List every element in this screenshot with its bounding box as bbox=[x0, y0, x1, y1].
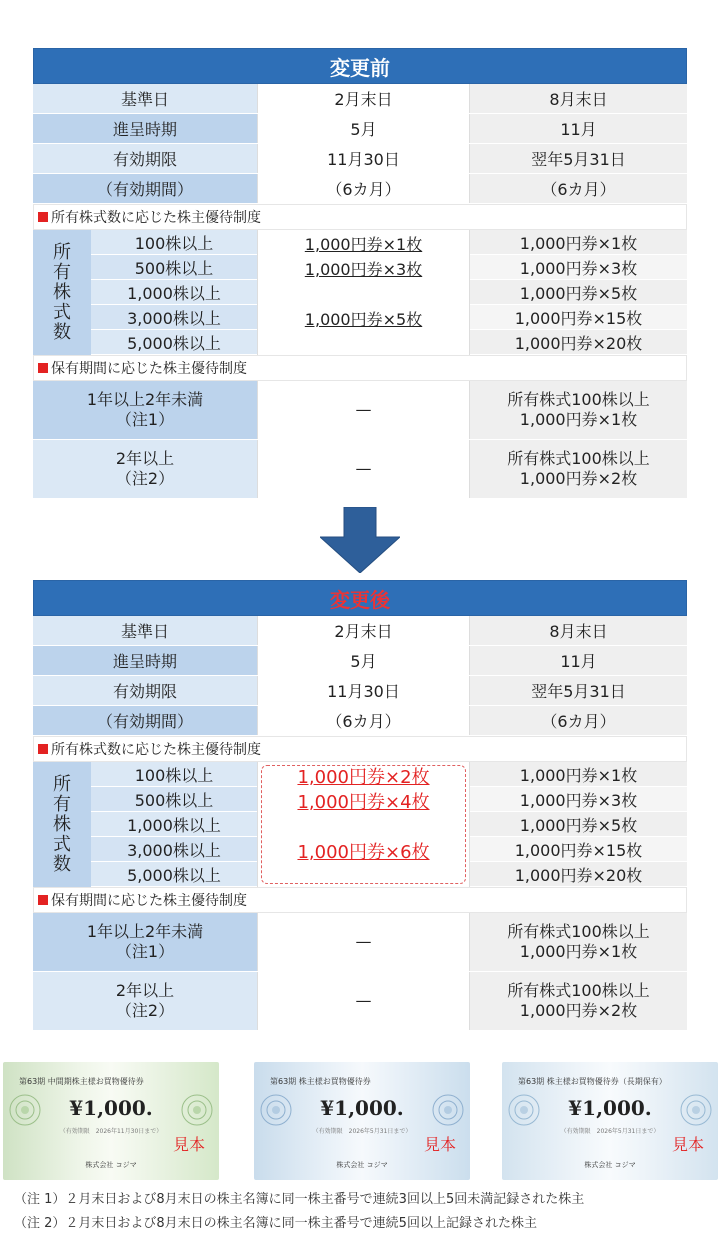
table-row bbox=[33, 84, 687, 114]
red-square-icon bbox=[38, 212, 48, 222]
vlabel-char: 式 bbox=[53, 301, 71, 323]
voucher-amount: ¥1,000. bbox=[69, 1096, 153, 1120]
feb-value: （6カ月） bbox=[257, 706, 470, 735]
vlabel-char: 株 bbox=[53, 813, 71, 835]
share-level: 3,000株以上 bbox=[91, 837, 257, 862]
feb-benefits bbox=[257, 230, 470, 355]
aug-value: （6カ月） bbox=[470, 174, 687, 203]
share-level: 100株以上 bbox=[91, 230, 257, 255]
red-square-icon bbox=[38, 895, 48, 905]
period-note-ref: （注2） bbox=[115, 469, 175, 488]
shares-block bbox=[33, 762, 687, 887]
footnote: （注 1）２月末日および8月末日の株主名簿に同一株主番号で連続3回以上5回未満記録された株主 bbox=[14, 1192, 585, 1207]
period-benefit: 1,000円券×2枚 bbox=[519, 1001, 638, 1020]
before-title: 変更前 bbox=[33, 48, 687, 84]
voucher-title: 第63期 株主様お買物優待券 bbox=[270, 1077, 371, 1086]
aug-value: 8月末日 bbox=[470, 84, 687, 113]
before-table bbox=[33, 48, 687, 499]
shares-block bbox=[33, 230, 687, 355]
feb-period-value: — bbox=[257, 913, 470, 971]
share-level: 500株以上 bbox=[91, 255, 257, 280]
period-note-ref: （注2） bbox=[115, 1001, 175, 1020]
sample-mark: 見本 bbox=[671, 1135, 704, 1154]
feb-benefit: 1,000円券×3枚 bbox=[304, 260, 423, 279]
row-label: （有効期間） bbox=[33, 706, 257, 735]
vlabel-char: 有 bbox=[53, 261, 71, 283]
feb-benefits-changed bbox=[257, 762, 470, 887]
voucher-expiry: （有効期限 2026年11月30日まで） bbox=[59, 1128, 163, 1135]
period-label bbox=[33, 381, 257, 439]
share-level: 100株以上 bbox=[91, 762, 257, 787]
period-row bbox=[33, 972, 687, 1031]
section-label: 所有株式数に応じた株主優待制度 bbox=[51, 742, 261, 758]
period-condition: 所有株式100株以上 bbox=[507, 449, 650, 468]
aug-benefit: 1,000円券×15枚 bbox=[470, 837, 687, 862]
period-condition: 所有株式100株以上 bbox=[507, 922, 650, 941]
table-row bbox=[33, 646, 687, 676]
shares-section-heading bbox=[33, 204, 687, 230]
vlabel-char: 式 bbox=[53, 833, 71, 855]
aug-period-value bbox=[470, 381, 687, 439]
feb-value: 2月末日 bbox=[257, 616, 470, 645]
feb-value: 2月末日 bbox=[257, 84, 470, 113]
vlabel-char: 所 bbox=[53, 241, 71, 263]
aug-value: （6カ月） bbox=[470, 706, 687, 735]
shares-vertical-label bbox=[33, 230, 91, 355]
voucher-samples bbox=[0, 1062, 720, 1182]
period-row bbox=[33, 913, 687, 972]
table-row bbox=[33, 114, 687, 144]
share-levels bbox=[91, 762, 257, 887]
aug-value: 11月 bbox=[470, 646, 687, 675]
aug-value: 翌年5月31日 bbox=[470, 144, 687, 173]
after-title: 変更後 bbox=[33, 580, 687, 616]
feb-value: 5月 bbox=[257, 114, 470, 143]
vlabel-char: 株 bbox=[53, 281, 71, 303]
period-condition: 所有株式100株以上 bbox=[507, 390, 650, 409]
period-condition: 所有株式100株以上 bbox=[507, 981, 650, 1000]
table-row bbox=[33, 616, 687, 646]
period-benefit: 1,000円券×2枚 bbox=[519, 469, 638, 488]
period-label-line: 2年以上 bbox=[115, 981, 175, 1000]
period-label bbox=[33, 972, 257, 1030]
feb-benefit: 1,000円券×6枚 bbox=[297, 842, 430, 863]
row-label: 有効期限 bbox=[33, 144, 257, 173]
feb-benefit: 1,000円券×2枚 bbox=[297, 767, 430, 788]
table-row bbox=[33, 676, 687, 706]
aug-benefit: 1,000円券×3枚 bbox=[470, 255, 687, 280]
voucher-expiry: （有効期限 2026年5月31日まで） bbox=[560, 1128, 660, 1135]
feb-value: 11月30日 bbox=[257, 676, 470, 705]
sample-mark: 見本 bbox=[423, 1135, 456, 1154]
aug-value: 8月末日 bbox=[470, 616, 687, 645]
period-label-line: 2年以上 bbox=[115, 449, 175, 468]
footnotes bbox=[14, 1188, 720, 1236]
voucher-amount: ¥1,000. bbox=[320, 1096, 404, 1120]
aug-period-value bbox=[470, 440, 687, 498]
table-row bbox=[33, 144, 687, 174]
sample-mark: 見本 bbox=[172, 1135, 205, 1154]
period-label-line: 1年以上2年未満 bbox=[86, 922, 204, 941]
share-level: 5,000株以上 bbox=[91, 862, 257, 887]
feb-period-value: — bbox=[257, 972, 470, 1030]
vlabel-char: 数 bbox=[53, 853, 71, 875]
aug-benefit: 1,000円券×1枚 bbox=[470, 762, 687, 787]
shares-section-heading bbox=[33, 736, 687, 762]
period-label bbox=[33, 913, 257, 971]
period-benefit: 1,000円券×1枚 bbox=[519, 410, 638, 429]
table-row bbox=[33, 174, 687, 204]
table-row bbox=[33, 706, 687, 736]
aug-period-value bbox=[470, 913, 687, 971]
feb-value: 5月 bbox=[257, 646, 470, 675]
aug-benefit: 1,000円券×5枚 bbox=[470, 812, 687, 837]
section-label: 保有期間に応じた株主優待制度 bbox=[51, 893, 247, 909]
row-label: 基準日 bbox=[33, 616, 257, 645]
share-level: 1,000株以上 bbox=[91, 280, 257, 305]
voucher-sample bbox=[3, 1062, 219, 1180]
period-label-line: 1年以上2年未満 bbox=[86, 390, 204, 409]
feb-value: 11月30日 bbox=[257, 144, 470, 173]
section-label: 保有期間に応じた株主優待制度 bbox=[51, 361, 247, 377]
voucher-company: 株式会社 コジマ bbox=[336, 1161, 388, 1169]
voucher-sample bbox=[502, 1062, 718, 1180]
share-level: 3,000株以上 bbox=[91, 305, 257, 330]
vlabel-char: 所 bbox=[53, 773, 71, 795]
period-label bbox=[33, 440, 257, 498]
section-label: 所有株式数に応じた株主優待制度 bbox=[51, 210, 261, 226]
shares-vertical-label bbox=[33, 762, 91, 887]
voucher-title: 第63期 株主様お買物優待券（長期保有） bbox=[518, 1077, 667, 1086]
period-section-heading bbox=[33, 887, 687, 913]
voucher-company: 株式会社 コジマ bbox=[85, 1161, 137, 1169]
row-label: 基準日 bbox=[33, 84, 257, 113]
period-note-ref: （注1） bbox=[115, 942, 175, 961]
feb-benefit: 1,000円券×5枚 bbox=[304, 310, 423, 329]
feb-benefit: 1,000円券×4枚 bbox=[297, 792, 430, 813]
down-arrow-icon bbox=[320, 507, 400, 573]
voucher-amount: ¥1,000. bbox=[568, 1096, 652, 1120]
share-level: 1,000株以上 bbox=[91, 812, 257, 837]
voucher-expiry: （有効期限 2026年5月31日まで） bbox=[312, 1128, 412, 1135]
vlabel-char: 数 bbox=[53, 321, 71, 343]
aug-value: 翌年5月31日 bbox=[470, 676, 687, 705]
voucher-title: 第63期 中間期株主様お買物優待券 bbox=[19, 1077, 144, 1086]
period-benefit: 1,000円券×1枚 bbox=[519, 942, 638, 961]
vlabel-char: 有 bbox=[53, 793, 71, 815]
aug-benefit: 1,000円券×5枚 bbox=[470, 280, 687, 305]
red-square-icon bbox=[38, 363, 48, 373]
voucher-sample bbox=[254, 1062, 470, 1180]
aug-benefit: 1,000円券×1枚 bbox=[470, 230, 687, 255]
row-label: 進呈時期 bbox=[33, 646, 257, 675]
row-label: 進呈時期 bbox=[33, 114, 257, 143]
aug-benefits bbox=[470, 230, 687, 355]
aug-period-value bbox=[470, 972, 687, 1030]
after-table bbox=[33, 580, 687, 1031]
share-level: 5,000株以上 bbox=[91, 330, 257, 355]
voucher-company: 株式会社 コジマ bbox=[584, 1161, 636, 1169]
aug-value: 11月 bbox=[470, 114, 687, 143]
aug-benefits bbox=[470, 762, 687, 887]
feb-period-value: — bbox=[257, 381, 470, 439]
aug-benefit: 1,000円券×20枚 bbox=[470, 330, 687, 355]
period-row bbox=[33, 381, 687, 440]
aug-benefit: 1,000円券×20枚 bbox=[470, 862, 687, 887]
period-row bbox=[33, 440, 687, 499]
aug-benefit: 1,000円券×15枚 bbox=[470, 305, 687, 330]
period-note-ref: （注1） bbox=[115, 410, 175, 429]
feb-period-value: — bbox=[257, 440, 470, 498]
row-label: 有効期限 bbox=[33, 676, 257, 705]
feb-value: （6カ月） bbox=[257, 174, 470, 203]
share-level: 500株以上 bbox=[91, 787, 257, 812]
period-section-heading bbox=[33, 355, 687, 381]
row-label: （有効期間） bbox=[33, 174, 257, 203]
share-levels bbox=[91, 230, 257, 355]
aug-benefit: 1,000円券×3枚 bbox=[470, 787, 687, 812]
red-square-icon bbox=[38, 744, 48, 754]
feb-benefit: 1,000円券×1枚 bbox=[304, 235, 423, 254]
footnote: （注 2）２月末日および8月末日の株主名簿に同一株主番号で連続5回以上記録された株主 bbox=[14, 1216, 537, 1231]
